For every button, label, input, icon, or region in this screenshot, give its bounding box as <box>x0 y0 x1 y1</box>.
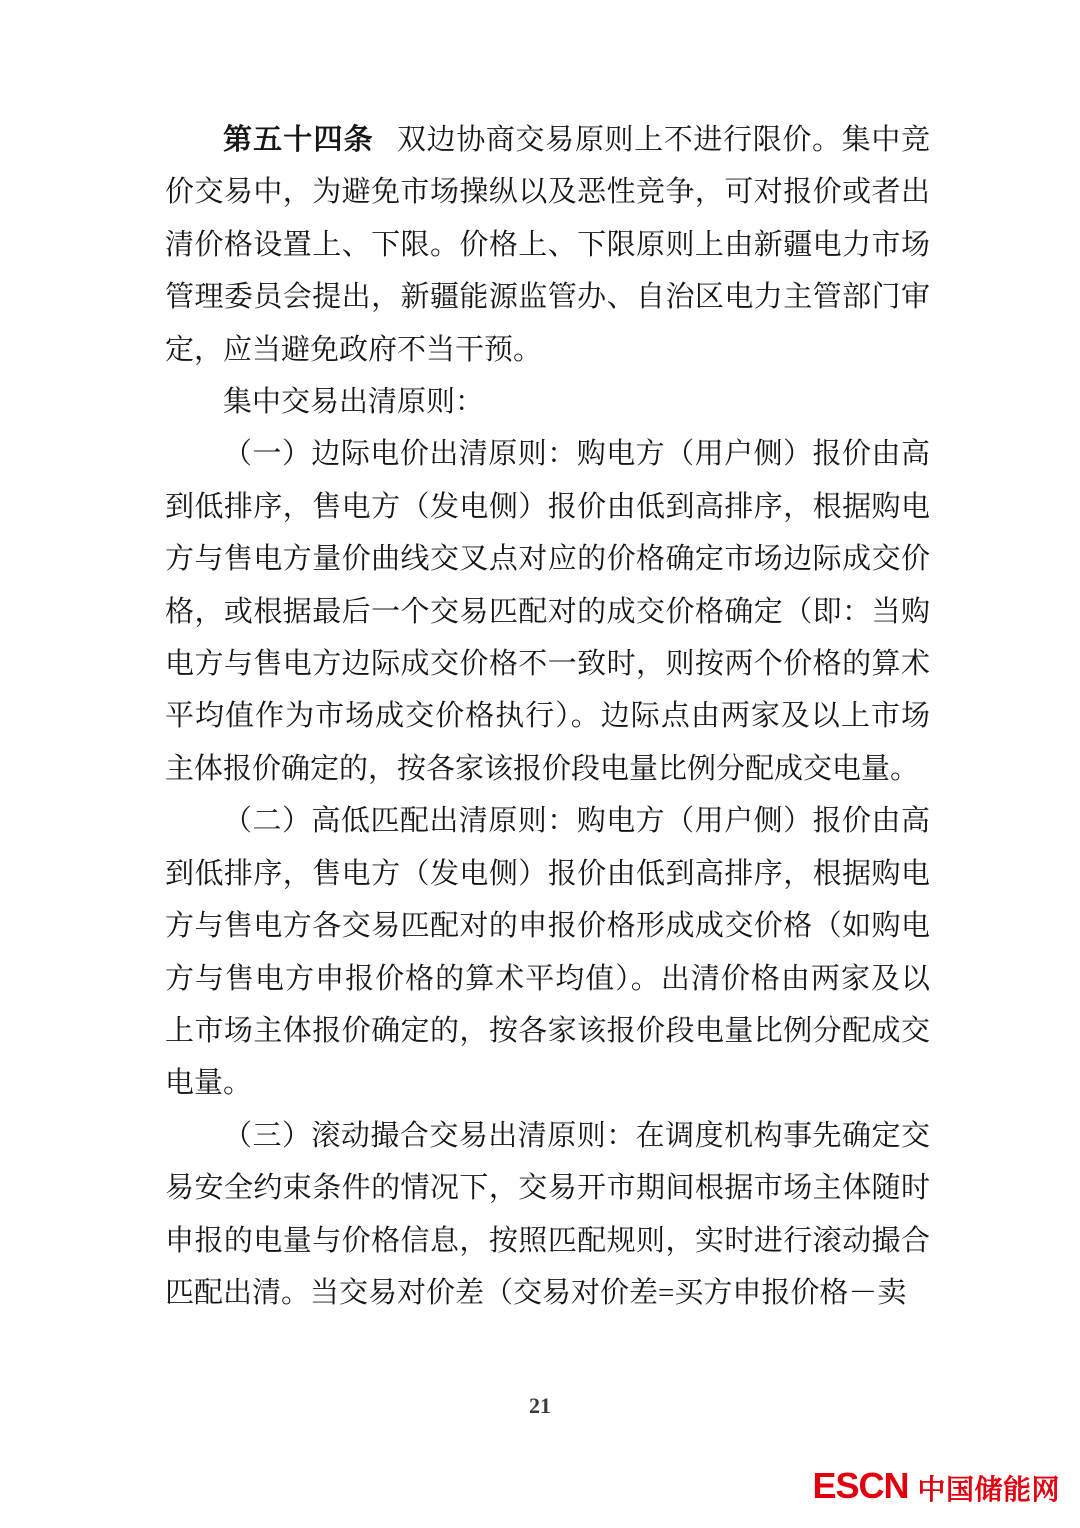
clause-number: 第五十四条 <box>223 124 374 156</box>
clearing-principles-heading: 集中交易出清原则： <box>223 386 485 419</box>
page-number: 21 <box>529 1393 551 1418</box>
clearing-principle-3: （三）滚动撮合交易出清原则：在调度机构事先确定交易安全约束条件的情况下，交易开市期间根据市场主体随时申报的电量与价格信息，按照匹配规则，实时进行滚动撮合匹配出清。当交易对价差（交易对价差=买方申报价格－卖 <box>165 1119 930 1309</box>
article-body <box>165 114 930 1319</box>
escn-logo-name: 中国储能网 <box>917 1474 1060 1505</box>
article-clause-54 <box>165 114 930 376</box>
clause-text: 双边协商交易原则上不进行限价。集中竞价交易中，为避免市场操纵以及恶性竞争，可对报价或者出清价格设置上、下限。价格上、下限原则上由新疆电力市场管理委员会提出，新疆能源监管办、自治区电力主管部门审定，应当避免政府不当干预。 <box>165 124 930 366</box>
escn-logo <box>812 1465 1060 1506</box>
clearing-principle-1: （一）边际电价出清原则：购电方（用户侧）报价由高到低排序，售电方（发电侧）报价由低到高排序，根据购电方与售电方量价曲线交叉点对应的价格确定市场边际成交价格，或根据最后一个交易匹配对的成交价格确定（即：当购电方与售电方边际成交价格不一致时，则按两个价格的算术平均值作为市场成交价格执行）。边际点由两家及以上市场主体报价确定的，按各家该报价段电量比例分配成交电量。 <box>165 438 930 785</box>
clearing-principle-2: （二）高低匹配出清原则：购电方（用户侧）报价由高到低排序，售电方（发电侧）报价由低到高排序，根据购电方与售电方各交易匹配对的申报价格形成成交价格（如购电方与售电方申报价格的算术平均值）。出清价格由两家及以上市场主体报价确定的，按各家该报价段电量比例分配成交电量。 <box>165 805 930 1100</box>
escn-logo-abbr: ESCN <box>812 1465 909 1506</box>
